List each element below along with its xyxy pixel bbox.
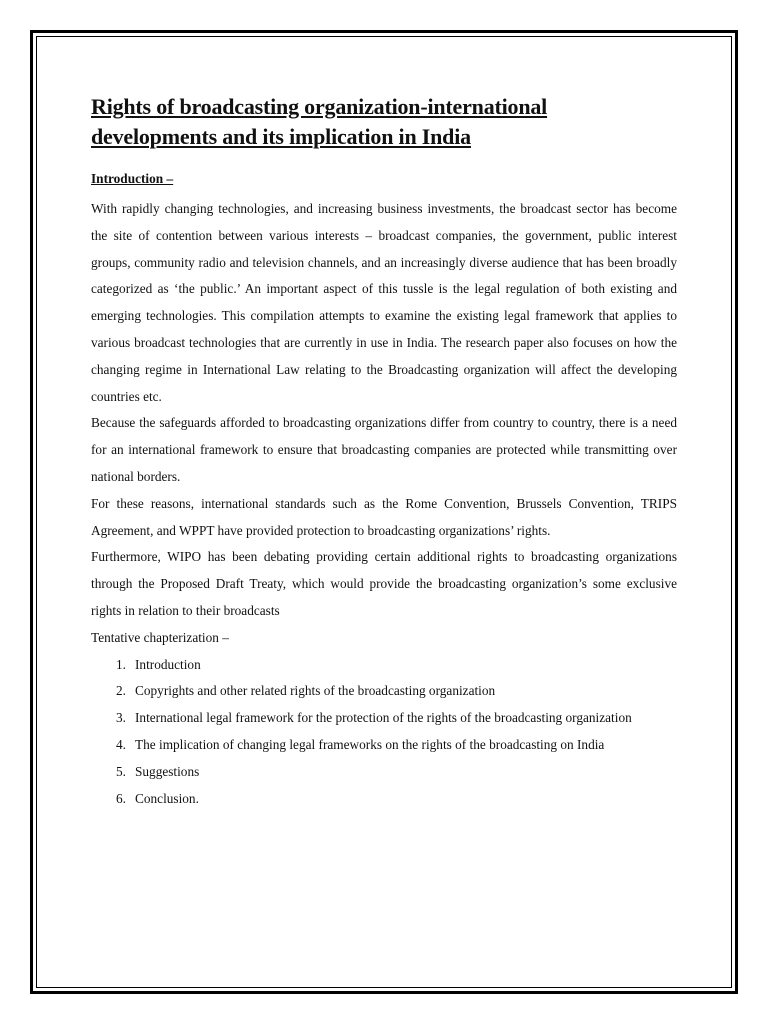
list-item	[91, 705, 677, 732]
chapter-number: 4.	[116, 736, 126, 752]
document-title: Rights of broadcasting organization-international developments and its implication in India	[91, 94, 548, 149]
paragraph-intro: With rapidly changing technologies, and increasing business investments, the broadcast sector has become the site of contention between various interests – broadcast companies, the government, public interest groups, community radio and television channels, and an increasingly diverse audience that has been broadly categorized as ‘the public.’ An important aspect of this tussle is the legal regulation of both existing and emerging technologies. This compilation attempts to examine the existing legal framework that applies to various broadcast technologies that are currently in use in India. The research paper also focuses on how the changing regime in International Law relating to the Broadcasting organization will affect the developing countries etc.	[91, 201, 677, 404]
paragraph-standards: For these reasons, international standards such as the Rome Convention, Brussels Convention, TRIPS Agreement, and WPPT have provided protection to broadcasting organizations’ rights.	[91, 495, 677, 538]
chapter-title: Introduction	[135, 656, 201, 672]
chapter-number: 3.	[116, 710, 126, 726]
introduction-heading: Introduction –	[91, 171, 174, 186]
list-item	[91, 652, 677, 679]
list-item	[91, 759, 677, 786]
list-item	[91, 678, 677, 705]
chapter-list	[91, 652, 677, 813]
chapter-title: Suggestions	[135, 763, 200, 779]
list-item	[91, 786, 677, 813]
chapter-number: 6.	[116, 790, 126, 806]
chapter-number: 2.	[116, 683, 126, 699]
chapter-title: International legal framework for the protection of the rights of the broadcasting organization	[135, 710, 632, 726]
chapter-number: 1.	[116, 656, 126, 672]
chapter-number: 5.	[116, 763, 126, 779]
paragraph-safeguards: Because the safeguards afforded to broadcasting organizations differ from country to country, there is a need for an international framework to ensure that broadcasting companies are protected while transmitting over national borders.	[91, 415, 677, 484]
chapterization-heading: Tentative chapterization –	[91, 629, 229, 645]
chapter-title: Copyrights and other related rights of the broadcasting organization	[135, 683, 496, 699]
chapter-title: The implication of changing legal frameworks on the rights of the broadcasting on India	[135, 736, 605, 752]
chapter-title: Conclusion.	[135, 790, 199, 806]
list-item	[91, 732, 677, 759]
document-body	[91, 92, 677, 812]
paragraph-wipo: Furthermore, WIPO has been debating providing certain additional rights to broadcasting organizations through the Proposed Draft Treaty, which would provide the broadcasting organization’s some exclusive rights in relation to their broadcasts	[91, 549, 677, 618]
